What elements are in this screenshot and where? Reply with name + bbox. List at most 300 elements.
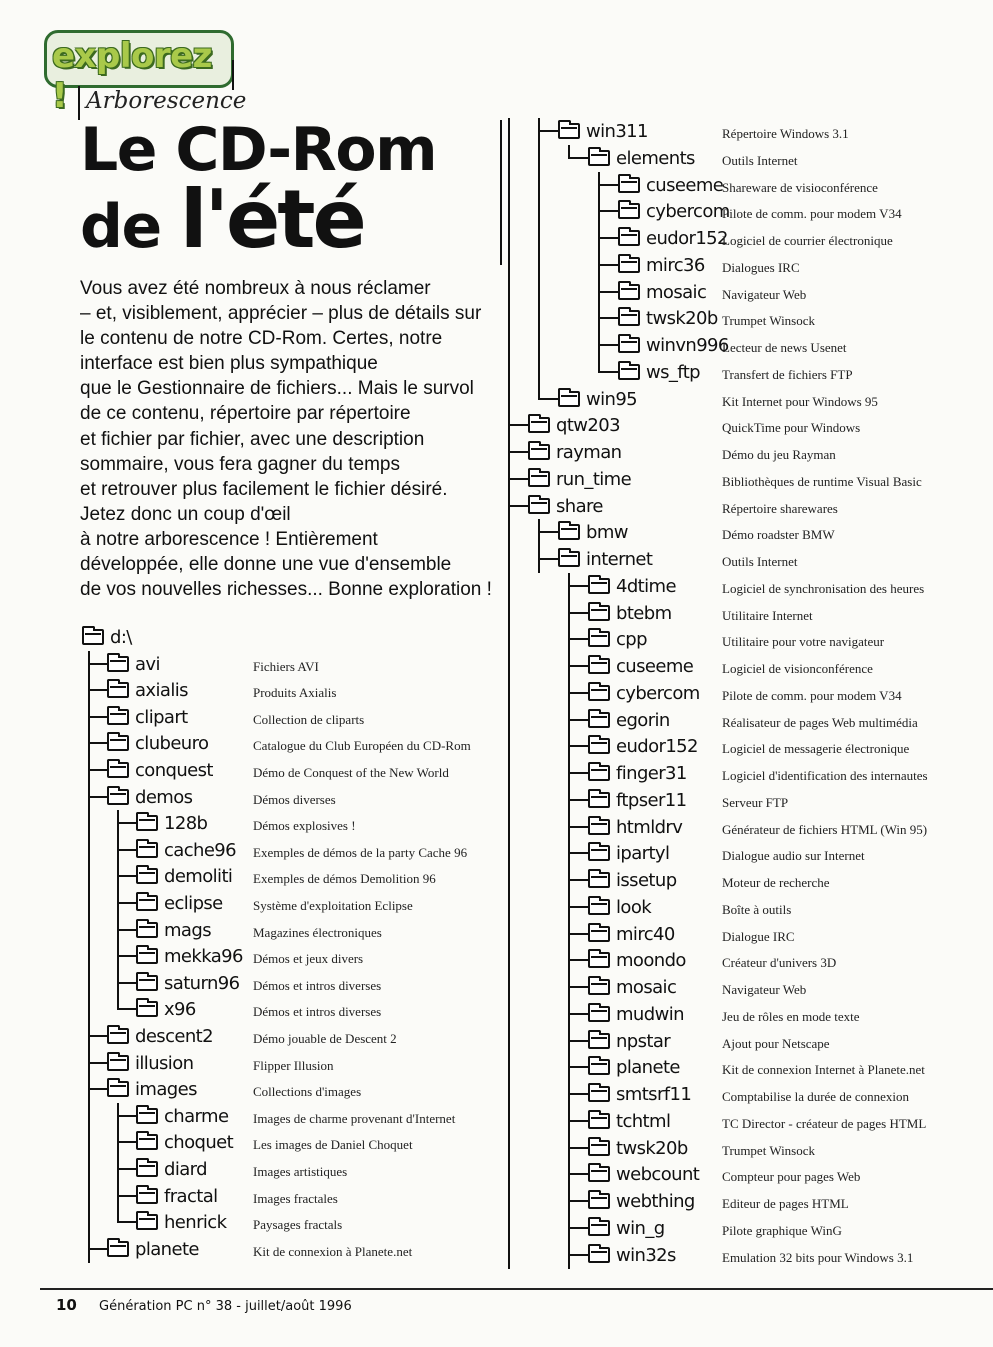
tree-row[interactable] xyxy=(500,279,980,306)
intro-line: à notre arborescence ! Entièrement xyxy=(80,528,378,550)
folder-icon xyxy=(588,631,610,647)
folder-icon xyxy=(588,578,610,594)
folder-icon xyxy=(588,738,610,754)
folder-icon xyxy=(136,1134,158,1150)
tree-row[interactable] xyxy=(80,784,560,811)
folder-icon xyxy=(588,1033,610,1049)
tree-branch xyxy=(598,344,618,346)
folder-icon xyxy=(618,310,640,326)
tree-branch xyxy=(598,210,618,212)
tree-row[interactable] xyxy=(500,359,980,386)
folder-description: Emulation 32 bits pour Windows 3.1 xyxy=(722,1249,914,1265)
folder-icon xyxy=(618,177,640,193)
folder-description: Ajout pour Netscape xyxy=(722,1035,830,1051)
folder-description: QuickTime pour Windows xyxy=(722,420,861,436)
tree-row[interactable] xyxy=(500,439,980,466)
folder-description: Jeu de rôles en mode texte xyxy=(722,1008,860,1024)
tree-row[interactable] xyxy=(80,730,560,757)
folder-icon xyxy=(528,498,550,514)
tree-row[interactable] xyxy=(500,840,980,867)
tree-connector xyxy=(508,1161,510,1188)
folder-name: issetup xyxy=(616,870,677,891)
tree-branch xyxy=(538,398,558,400)
folder-icon xyxy=(588,1193,610,1209)
tree-branch xyxy=(117,1168,136,1170)
tree-row[interactable] xyxy=(500,1242,980,1269)
intro-line: de ce contenu, répertoire par répertoire xyxy=(80,403,411,425)
tree-branch xyxy=(568,1200,588,1202)
tree-branch xyxy=(568,852,588,854)
tree-row[interactable] xyxy=(500,1054,980,1081)
folder-icon xyxy=(618,203,640,219)
folder-description: Réalisateur de pages Web multimédia xyxy=(722,714,918,730)
tree-row[interactable] xyxy=(500,466,980,493)
folder-description: Flipper Illusion xyxy=(253,1057,334,1073)
tree-row[interactable] xyxy=(80,943,560,970)
folder-name: x96 xyxy=(164,999,196,1021)
folder-description: Générateur de fichiers HTML (Win 95) xyxy=(722,821,928,837)
tree-branch xyxy=(117,1195,136,1197)
tree-branch xyxy=(598,264,618,266)
folder-name: cpp xyxy=(616,629,647,651)
tree-row[interactable] xyxy=(80,837,560,864)
folder-name: run_time xyxy=(556,468,632,490)
tree-branch xyxy=(88,716,107,718)
tree-branch xyxy=(88,1088,107,1090)
folder-name: mudwin xyxy=(616,1003,684,1025)
tree-row[interactable] xyxy=(500,225,980,252)
folder-name: internet xyxy=(586,549,653,570)
tree-row[interactable] xyxy=(500,145,980,172)
folder-description: Démos explosives ! xyxy=(253,818,356,834)
tree-branch xyxy=(568,1040,588,1042)
folder-name: win_g xyxy=(616,1217,665,1239)
tree-connector xyxy=(88,1156,90,1183)
folder-icon xyxy=(588,979,610,995)
folder-icon xyxy=(618,284,640,300)
intro-line: et fichier par fichier, avec une description xyxy=(80,428,425,450)
page-number: 10 xyxy=(56,1296,77,1314)
folder-name: mosaic xyxy=(646,281,707,303)
folder-description: Dialogues IRC xyxy=(722,259,800,275)
folder-name: moondo xyxy=(616,950,686,972)
folder-name: twsk20b xyxy=(616,1137,688,1159)
tree-connector xyxy=(88,996,90,1023)
folder-icon xyxy=(588,1166,610,1182)
folder-icon xyxy=(107,709,129,725)
tree-connector xyxy=(508,600,510,627)
tree-branch xyxy=(568,1013,588,1015)
tree-row[interactable] xyxy=(500,894,980,921)
tree-branch xyxy=(117,982,136,984)
folder-icon xyxy=(588,685,610,701)
tree-connector xyxy=(508,947,510,974)
folder-description: Bibliothèques de runtime Visual Basic xyxy=(722,473,922,489)
tree-row[interactable] xyxy=(500,947,980,974)
tree-connector xyxy=(88,943,90,970)
folder-icon xyxy=(528,417,550,433)
folder-description: Images fractales xyxy=(253,1190,338,1206)
folder-name: saturn96 xyxy=(164,972,240,994)
tree-row[interactable] xyxy=(500,921,980,948)
intro-line: et retrouver plus facilement le fichier désiré. xyxy=(80,478,448,500)
folder-icon xyxy=(588,872,610,888)
tree-branch xyxy=(568,799,588,801)
folder-name: mirc40 xyxy=(616,923,675,945)
folder-description: Kit de connexion à Planete.net xyxy=(253,1243,413,1259)
folder-description: Trumpet Winsock xyxy=(722,1142,816,1158)
folder-name: cuseeme xyxy=(616,656,694,677)
folder-name: axialis xyxy=(135,680,188,702)
tree-branch xyxy=(117,875,136,877)
folder-description: Démo jouable de Descent 2 xyxy=(253,1031,397,1046)
tree-row[interactable] xyxy=(500,386,980,413)
tree-branch xyxy=(117,902,136,904)
tree-branch xyxy=(568,745,588,747)
folder-name: rayman xyxy=(556,442,622,463)
tree-row[interactable] xyxy=(80,917,560,944)
tree-row[interactable] xyxy=(500,1001,980,1028)
folder-description: Dialogue IRC xyxy=(722,928,795,944)
tree-connector xyxy=(508,1215,510,1242)
tree-branch xyxy=(568,879,588,881)
tree-connector xyxy=(508,733,510,760)
tree-connector xyxy=(538,305,540,332)
tree-row[interactable] xyxy=(500,653,980,680)
tree-branch xyxy=(88,796,107,798)
folder-description: Exemples de démos Demolition 96 xyxy=(253,871,436,887)
tree-row[interactable] xyxy=(500,519,980,546)
tree-row[interactable] xyxy=(80,1023,560,1050)
folder-name: qtw203 xyxy=(556,415,620,437)
tree-row[interactable] xyxy=(500,1081,980,1108)
folder-icon xyxy=(107,1028,129,1044)
folder-icon xyxy=(107,789,129,805)
tree-row[interactable] xyxy=(80,1209,560,1236)
folder-name: egorin xyxy=(616,709,670,731)
folder-icon xyxy=(136,868,158,884)
folder-description: Logiciel d'identification des internautes xyxy=(722,768,928,783)
badge-rule xyxy=(232,60,234,90)
folder-icon xyxy=(107,656,129,672)
folder-name: planete xyxy=(135,1238,199,1260)
kicker: Arborescence xyxy=(86,88,247,114)
folder-name: fractal xyxy=(164,1185,218,1207)
folder-description: Comptabilise la durée de connexion xyxy=(722,1089,910,1104)
tree-connector xyxy=(508,760,510,787)
folder-name: bmw xyxy=(586,522,628,544)
tree-row[interactable] xyxy=(500,493,980,520)
folder-description: Démos et intros diverses xyxy=(253,1004,382,1020)
tree-connector xyxy=(508,198,510,225)
folder-description: Démo de Conquest of the New World xyxy=(253,765,449,780)
title-line-2b: l'été xyxy=(180,173,364,266)
tree-row[interactable] xyxy=(80,1076,560,1103)
folder-description: Compteur pour pages Web xyxy=(722,1169,861,1185)
footer-rule xyxy=(40,1288,993,1290)
folder-description: Images artistiques xyxy=(253,1164,348,1179)
folder-description: Logiciel de messagerie électronique xyxy=(722,741,910,757)
intro-line: le contenu de notre CD-Rom. Certes, notre xyxy=(80,328,443,350)
tree-row[interactable] xyxy=(500,305,980,332)
tree-row[interactable] xyxy=(500,867,980,894)
folder-name: mirc36 xyxy=(646,254,705,276)
folder-icon xyxy=(588,819,610,835)
tree-connector xyxy=(508,573,510,600)
tree-branch xyxy=(568,906,588,908)
tree-row[interactable] xyxy=(500,733,980,760)
folder-name: choquet xyxy=(164,1132,234,1154)
folder-description: Les images de Daniel Choquet xyxy=(253,1137,413,1153)
folder-description: Editeur de pages HTML xyxy=(722,1196,849,1211)
folder-name: win32s xyxy=(616,1244,676,1266)
tree-row[interactable] xyxy=(80,677,560,704)
tree-row[interactable] xyxy=(80,704,560,731)
tree-row[interactable] xyxy=(80,1129,560,1156)
intro-line: développée, elle donne une vue d'ensemble xyxy=(80,554,452,576)
tree-row[interactable] xyxy=(500,1028,980,1055)
intro-text xyxy=(80,276,500,602)
folder-name: demoliti xyxy=(164,866,233,888)
folder-description: Shareware de visioconférence xyxy=(722,179,878,195)
tree-branch xyxy=(88,689,107,691)
tree-connector xyxy=(508,546,510,573)
tree-connector xyxy=(88,810,90,837)
folder-icon xyxy=(136,842,158,858)
tree-connector xyxy=(508,707,510,734)
tree-row[interactable] xyxy=(80,1156,560,1183)
folder-description: Outils Internet xyxy=(722,152,798,168)
tree-connector xyxy=(508,252,510,279)
tree-connector xyxy=(508,1242,510,1269)
tree-connector xyxy=(508,1135,510,1162)
tree-branch xyxy=(568,959,588,961)
folder-description: Collection de cliparts xyxy=(253,711,365,727)
folder-icon xyxy=(588,712,610,728)
folder-name: smtsrf11 xyxy=(616,1084,692,1105)
tree-row[interactable] xyxy=(500,787,980,814)
tree-connector xyxy=(508,680,510,707)
folder-description: Démos et jeux divers xyxy=(253,951,364,967)
tree-branch xyxy=(88,742,107,744)
folder-icon xyxy=(558,524,580,540)
tree-row[interactable] xyxy=(80,757,560,784)
intro-line: sommaire, vous fera gagner du temps xyxy=(80,453,400,475)
tree-branch xyxy=(568,986,588,988)
tree-branch xyxy=(117,1221,136,1223)
tree-connector xyxy=(508,145,510,172)
folder-name: avi xyxy=(135,653,160,675)
tree-connector xyxy=(508,225,510,252)
tree-row[interactable] xyxy=(500,707,980,734)
folder-icon xyxy=(618,257,640,273)
tree-row[interactable] xyxy=(80,970,560,997)
folder-description: Pilote de comm. pour modem V34 xyxy=(722,687,902,703)
folder-description: Transfert de fichiers FTP xyxy=(722,366,853,382)
tree-row[interactable] xyxy=(500,1108,980,1135)
tree-row[interactable] xyxy=(500,573,980,600)
folder-icon xyxy=(528,471,550,487)
folder-description: Outils Internet xyxy=(722,554,798,569)
tree-connector xyxy=(88,890,90,917)
folder-name: btebm xyxy=(616,602,672,624)
folder-icon xyxy=(107,1081,129,1097)
tree-branch xyxy=(568,1066,588,1068)
tree-row[interactable] xyxy=(500,412,980,439)
folder-description: Utilitaire pour votre navigateur xyxy=(722,634,885,650)
tree-row[interactable] xyxy=(500,680,980,707)
folder-description: Utilitaire Internet xyxy=(722,607,813,623)
tree-row[interactable] xyxy=(500,814,980,841)
tree-branch xyxy=(88,1035,107,1037)
tree-row[interactable] xyxy=(80,624,560,651)
folder-description: Trumpet Winsock xyxy=(722,313,816,329)
tree-row[interactable] xyxy=(80,1103,560,1130)
tree-branch xyxy=(568,692,588,694)
folder-description: Créateur d'univers 3D xyxy=(722,955,837,971)
folder-description: Démo roadster BMW xyxy=(722,527,835,543)
tree-row[interactable] xyxy=(80,810,560,837)
folder-name: finger31 xyxy=(616,763,687,784)
tree-branch xyxy=(88,769,107,771)
tree-branch xyxy=(568,933,588,935)
tree-row[interactable] xyxy=(500,118,980,145)
folder-description: Répertoire sharewares xyxy=(722,500,838,516)
folder-icon xyxy=(107,1241,129,1257)
tree-row[interactable] xyxy=(500,1161,980,1188)
folder-icon xyxy=(558,123,580,139)
folder-icon xyxy=(588,926,610,942)
tree-connector xyxy=(508,332,510,359)
folder-description: Kit de connexion Internet à Planete.net xyxy=(722,1062,925,1078)
page-title xyxy=(80,115,437,266)
tree-connector xyxy=(508,519,510,546)
folder-description: Magazines électroniques xyxy=(253,924,382,940)
folder-name: tchtml xyxy=(616,1110,671,1132)
tree-row[interactable] xyxy=(80,1050,560,1077)
folder-icon xyxy=(136,1108,158,1124)
tree-row[interactable] xyxy=(80,863,560,890)
tree-row[interactable] xyxy=(500,198,980,225)
intro-line: Vous avez été nombreux à nous réclamer xyxy=(80,278,431,299)
title-line-2a: de xyxy=(80,192,181,262)
folder-description: Logiciel de synchronisation des heures xyxy=(722,580,925,596)
folder-name: npstar xyxy=(616,1030,671,1052)
tree-branch xyxy=(598,317,618,319)
tree-connector xyxy=(508,1108,510,1135)
tree-branch xyxy=(598,237,618,239)
folder-description: Collections d'images xyxy=(253,1084,362,1100)
tree-branch xyxy=(538,531,558,533)
folder-name: mekka96 xyxy=(164,946,243,968)
tree-row[interactable] xyxy=(500,1188,980,1215)
folder-icon xyxy=(588,952,610,968)
tree-branch xyxy=(568,1173,588,1175)
folder-icon xyxy=(588,1113,610,1129)
tree-branch xyxy=(568,1254,588,1256)
folder-icon xyxy=(588,150,610,166)
folder-description: Pilote graphique WinG xyxy=(722,1222,842,1238)
folder-description: Pilote de comm. pour modem V34 xyxy=(722,206,902,222)
tree-branch xyxy=(598,291,618,293)
intro-line: interface est bien plus sympathique xyxy=(80,353,378,375)
tree-connector xyxy=(508,974,510,1001)
tree-row[interactable] xyxy=(80,890,560,917)
tree-connector xyxy=(538,225,540,252)
tree-row[interactable] xyxy=(500,974,980,1001)
folder-name: webcount xyxy=(616,1164,700,1186)
intro-line: que le Gestionnaire de fichiers... Mais le survol xyxy=(80,378,474,400)
folder-description: Démos diverses xyxy=(253,791,336,807)
tree-row[interactable] xyxy=(500,760,980,787)
folder-name: win311 xyxy=(586,121,648,142)
tree-branch xyxy=(117,955,136,957)
tree-branch xyxy=(117,1008,136,1010)
folder-name: mags xyxy=(164,919,211,941)
folder-name: eclipse xyxy=(164,893,223,914)
folder-name: eudor152 xyxy=(646,228,728,249)
folder-description: Catalogue du Club Européen du CD-Rom xyxy=(253,738,471,754)
tree-row[interactable] xyxy=(500,332,980,359)
folder-name: charme xyxy=(164,1105,229,1127)
folder-icon xyxy=(136,1188,158,1204)
folder-name: mosaic xyxy=(616,977,677,998)
tree-connector xyxy=(508,1054,510,1081)
folder-icon xyxy=(136,922,158,938)
folder-name: cybercom xyxy=(616,682,700,704)
folder-name: cache96 xyxy=(164,839,237,861)
folder-name: clubeuro xyxy=(135,733,209,755)
folder-name: winvn996 xyxy=(646,335,729,356)
folder-name: conquest xyxy=(135,760,213,781)
folder-icon xyxy=(107,762,129,778)
folder-icon xyxy=(588,792,610,808)
folder-description: Logiciel de visionconférence xyxy=(722,661,873,676)
folder-description: TC Director - créateur de pages HTML xyxy=(722,1115,927,1131)
folder-icon xyxy=(588,845,610,861)
tree-row[interactable] xyxy=(80,996,560,1023)
tree-branch xyxy=(117,1141,136,1143)
folder-icon xyxy=(588,605,610,621)
tree-connector xyxy=(508,118,510,145)
tree-row[interactable] xyxy=(500,172,980,199)
tree-branch xyxy=(88,1248,107,1250)
tree-connector xyxy=(88,917,90,944)
folder-name: descent2 xyxy=(135,1026,213,1047)
magazine-issue: Génération PC n° 38 - juillet/août 1996 xyxy=(99,1299,352,1314)
folder-description: Moteur de recherche xyxy=(722,875,830,890)
tree-row[interactable] xyxy=(80,1183,560,1210)
tree-row[interactable] xyxy=(80,651,560,678)
tree-connector xyxy=(88,837,90,864)
tree-row[interactable] xyxy=(500,626,980,653)
tree-row[interactable] xyxy=(80,1236,560,1263)
tree-row[interactable] xyxy=(500,546,980,573)
tree-row[interactable] xyxy=(500,1215,980,1242)
intro-line: – et, visiblement, apprécier – plus de détails sur xyxy=(80,303,482,325)
tree-connector xyxy=(508,305,510,332)
tree-branch xyxy=(568,719,588,721)
folder-icon xyxy=(588,1059,610,1075)
tree-row[interactable] xyxy=(500,252,980,279)
tree-connector xyxy=(508,840,510,867)
tree-row[interactable] xyxy=(500,1135,980,1162)
tree-branch xyxy=(568,1093,588,1095)
folder-name: henrick xyxy=(164,1212,227,1234)
tree-branch xyxy=(117,1115,136,1117)
tree-row[interactable] xyxy=(500,600,980,627)
tree-connector xyxy=(88,1103,90,1130)
